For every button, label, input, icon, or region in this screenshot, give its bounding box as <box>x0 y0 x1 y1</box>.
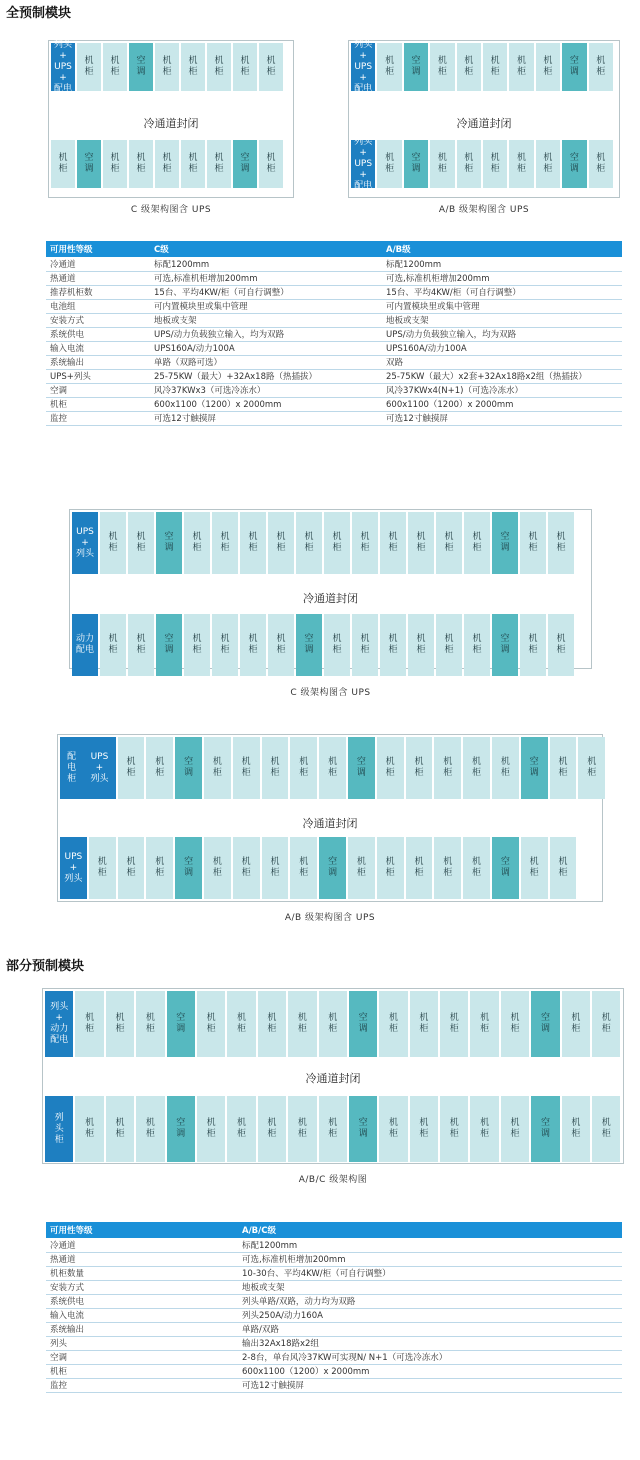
diagram-caption: C 级架构图含 UPS <box>130 205 212 215</box>
table-cell: 风冷37KWx3（可选冷冻水） <box>150 383 382 397</box>
rack-cell: 机 柜 <box>521 837 548 899</box>
ac-cell: 空 调 <box>349 991 377 1057</box>
rack-cell: 机 柜 <box>457 140 481 188</box>
table-row <box>46 369 622 383</box>
rack-cell: 机 柜 <box>520 512 546 574</box>
rack-cell: 机 柜 <box>548 614 574 676</box>
table-cell: 机柜 <box>46 397 150 411</box>
table-cell: 输入电流 <box>46 1308 238 1322</box>
ac-cell: 空 调 <box>562 140 586 188</box>
rack-cell: 机 柜 <box>204 737 231 799</box>
power-head-cell: UPS + 列头 <box>60 837 87 899</box>
table-cell: 15台、平均4KW/柜（可自行调整） <box>382 285 622 299</box>
rack-cell: 机 柜 <box>181 43 205 91</box>
ac-cell: 空 调 <box>492 837 519 899</box>
ac-cell: 空 调 <box>531 991 559 1057</box>
rack-cell: 机 柜 <box>100 512 126 574</box>
rack-cell: 机 柜 <box>520 614 546 676</box>
table-cell: 600x1100（1200）x 2000mm <box>382 397 622 411</box>
table-cell: 可选,标准机柜增加200mm <box>150 271 382 285</box>
table-cell: 安装方式 <box>46 1280 238 1294</box>
rack-cell: 机 柜 <box>233 837 260 899</box>
rack-cell: 机 柜 <box>155 140 179 188</box>
table-cell: 列头250A/动力160A <box>238 1308 622 1322</box>
rack-cell: 机 柜 <box>470 991 498 1057</box>
rack-cell: 机 柜 <box>258 1096 286 1162</box>
rack-cell: 机 柜 <box>352 512 378 574</box>
table-cell: UPS160A/动力100A <box>382 341 622 355</box>
table-cell: 15台、平均4KW/柜（可自行调整） <box>150 285 382 299</box>
power-head-cell: 列头 + UPS + 配电 <box>351 140 375 188</box>
spec-table-partial <box>46 1222 622 1393</box>
ups-head-label: UPS + 列头 <box>90 751 109 784</box>
table-cell: 系统供电 <box>46 1294 238 1308</box>
table-header <box>46 1222 622 1238</box>
table-cell: 输入电流 <box>46 341 150 355</box>
table-row <box>46 271 622 285</box>
cabinet-row-bot <box>351 136 613 191</box>
ac-cell: 空 调 <box>167 991 195 1057</box>
table-row <box>46 411 622 425</box>
rack-cell: 机 柜 <box>136 991 164 1057</box>
rack-cell: 机 柜 <box>296 512 322 574</box>
ac-cell: 空 调 <box>156 614 182 676</box>
table-row <box>46 383 622 397</box>
cabinet-row-top <box>60 737 605 799</box>
table-cell: 标配1200mm <box>382 257 622 271</box>
power-head-cell: 动力 配电 <box>72 614 98 676</box>
table-cell: 风冷37KWx4(N+1)（可选冷冻水） <box>382 383 622 397</box>
table-row <box>46 1322 622 1336</box>
rack-cell: 机 柜 <box>548 512 574 574</box>
table-cell: 安装方式 <box>46 313 150 327</box>
table-cell: UPS/动力负载独立输入，均为双路 <box>382 327 622 341</box>
cold-aisle-label: 冷通道封闭 <box>456 117 512 130</box>
table-cell: 列头单路/双路，动力均为双路 <box>238 1294 622 1308</box>
table-row <box>46 1308 622 1322</box>
rack-cell: 机 柜 <box>464 512 490 574</box>
table-cell: 冷通道 <box>46 1238 238 1252</box>
rack-cell: 机 柜 <box>463 837 490 899</box>
rack-cell: 机 柜 <box>589 140 613 188</box>
rack-cell: 机 柜 <box>440 991 468 1057</box>
rack-cell: 机 柜 <box>377 140 401 188</box>
ac-cell: 空 调 <box>167 1096 195 1162</box>
ac-cell: 空 调 <box>492 614 518 676</box>
rack-cell: 机 柜 <box>128 614 154 676</box>
cabinet-row-top <box>51 39 283 94</box>
cold-aisle-label: 冷通道封闭 <box>303 592 358 605</box>
rack-cell: 机 柜 <box>290 837 317 899</box>
rack-cell: 机 柜 <box>440 1096 468 1162</box>
rack-cell: 机 柜 <box>406 837 433 899</box>
power-dist-label: 配 电 柜 <box>67 751 77 784</box>
ac-cell: 空 调 <box>404 43 428 91</box>
table-row <box>46 397 622 411</box>
rack-cell: 机 柜 <box>233 43 257 91</box>
rack-cell: 机 柜 <box>240 512 266 574</box>
rack-cell: 机 柜 <box>352 614 378 676</box>
rack-cell: 机 柜 <box>457 43 481 91</box>
table-cell: 可选,标准机柜增加200mm <box>382 271 622 285</box>
rack-cell: 机 柜 <box>89 837 116 899</box>
rack-cell: 机 柜 <box>550 837 577 899</box>
rack-cell: 机 柜 <box>212 512 238 574</box>
table-row <box>46 257 622 271</box>
rack-cell: 机 柜 <box>103 140 127 188</box>
table-cell: 推荐机柜数 <box>46 285 150 299</box>
rack-cell: 机 柜 <box>262 737 289 799</box>
table-cell: 标配1200mm <box>150 257 382 271</box>
table-cell: 空调 <box>46 383 150 397</box>
diagram-caption: C 级架构图含 UPS <box>290 688 371 698</box>
cold-aisle-label: 冷通道封闭 <box>305 1072 361 1085</box>
table-header <box>46 241 622 257</box>
ac-cell: 空 调 <box>175 737 202 799</box>
rack-cell: 机 柜 <box>319 991 347 1057</box>
rack-cell: 机 柜 <box>463 737 490 799</box>
table-cell: 25-75KW（最大）+32Ax18路（热插拔） <box>150 369 382 383</box>
rack-cell: 机 柜 <box>227 991 255 1057</box>
table-cell: 25-75KW（最大）x2套+32Ax18路x2组（热插拔） <box>382 369 622 383</box>
rack-cell: 机 柜 <box>233 737 260 799</box>
table-cell: 空调 <box>46 1350 238 1364</box>
table-cell: 标配1200mm <box>238 1238 622 1252</box>
rack-cell: 机 柜 <box>380 614 406 676</box>
ac-cell: 空 调 <box>348 737 375 799</box>
rack-cell: 机 柜 <box>118 737 145 799</box>
table-row <box>46 341 622 355</box>
rack-cell: 机 柜 <box>212 614 238 676</box>
rack-cell: 机 柜 <box>436 512 462 574</box>
rack-cell: 机 柜 <box>106 1096 134 1162</box>
rack-cell: 机 柜 <box>410 1096 438 1162</box>
rack-cell: 机 柜 <box>100 614 126 676</box>
rack-cell: 机 柜 <box>77 43 101 91</box>
rack-cell: 机 柜 <box>410 991 438 1057</box>
table-cell: 系统输出 <box>46 355 150 369</box>
table-cell: 双路 <box>382 355 622 369</box>
ac-cell: 空 调 <box>349 1096 377 1162</box>
table-cell: 热通道 <box>46 271 150 285</box>
table-cell: 可选12寸触摸屏 <box>382 411 622 425</box>
table-cell: 地板或支架 <box>382 313 622 327</box>
rack-cell: 机 柜 <box>501 1096 529 1162</box>
table-cell: 10-30台、平均4KW/柜（可自行调整） <box>238 1266 622 1280</box>
rack-cell: 机 柜 <box>319 737 346 799</box>
rack-cell: 机 柜 <box>227 1096 255 1162</box>
ac-cell: 空 调 <box>296 614 322 676</box>
table-cell: 600x1100（1200）x 2000mm <box>238 1364 622 1378</box>
column-header: C级 <box>150 241 382 257</box>
rack-cell: 机 柜 <box>348 837 375 899</box>
table-cell: 列头 <box>46 1336 238 1350</box>
rack-cell: 机 柜 <box>406 737 433 799</box>
ac-cell: 空 调 <box>77 140 101 188</box>
table-row <box>46 1336 622 1350</box>
table-cell: UPS+列头 <box>46 369 150 383</box>
section-title-full: 全预制模块 <box>6 6 72 21</box>
rack-cell: 机 柜 <box>75 991 103 1057</box>
rack-cell: 机 柜 <box>75 1096 103 1162</box>
power-head-cell: 列 头 柜 <box>45 1096 73 1162</box>
rack-cell: 机 柜 <box>430 43 454 91</box>
table-row <box>46 1238 622 1252</box>
power-head-cell <box>60 737 116 799</box>
ac-cell: 空 调 <box>156 512 182 574</box>
ac-cell: 空 调 <box>562 43 586 91</box>
section-title-partial: 部分预制模块 <box>6 959 85 974</box>
rack-cell: 机 柜 <box>578 737 605 799</box>
rack-cell: 机 柜 <box>259 140 283 188</box>
column-header: 可用性等级 <box>46 1222 238 1238</box>
rack-cell: 机 柜 <box>146 737 173 799</box>
rack-cell: 机 柜 <box>470 1096 498 1162</box>
table-row <box>46 1350 622 1364</box>
table-cell: 机柜数量 <box>46 1266 238 1280</box>
column-header: A/B级 <box>382 241 622 257</box>
table-cell: 地板或支架 <box>238 1280 622 1294</box>
rack-cell: 机 柜 <box>207 43 231 91</box>
ac-cell: 空 调 <box>531 1096 559 1162</box>
table-cell: 冷通道 <box>46 257 150 271</box>
rack-cell: 机 柜 <box>380 512 406 574</box>
table-cell: UPS/动力负载独立输入，均为双路 <box>150 327 382 341</box>
rack-cell: 机 柜 <box>240 614 266 676</box>
table-cell: 可选12寸触摸屏 <box>238 1378 622 1392</box>
ac-cell: 空 调 <box>521 737 548 799</box>
rack-cell: 机 柜 <box>434 837 461 899</box>
power-head-cell: 列头 + UPS + 配电 <box>51 43 75 91</box>
table-cell: 可内置模块里或集中管理 <box>150 299 382 313</box>
rack-cell: 机 柜 <box>536 43 560 91</box>
cabinet-row-top <box>45 991 620 1057</box>
rack-cell: 机 柜 <box>181 140 205 188</box>
table-row <box>46 1294 622 1308</box>
ac-cell: 空 调 <box>492 512 518 574</box>
cold-aisle-label: 冷通道封闭 <box>143 117 199 130</box>
ac-cell: 空 调 <box>319 837 346 899</box>
rack-cell: 机 柜 <box>492 737 519 799</box>
rack-cell: 机 柜 <box>51 140 75 188</box>
rack-cell: 机 柜 <box>464 614 490 676</box>
rack-cell: 机 柜 <box>268 512 294 574</box>
diagram-caption: A/B 级架构图含 UPS <box>438 205 530 215</box>
column-header: 可用性等级 <box>46 241 150 257</box>
power-head-cell: 列头 + UPS + 配电 <box>351 43 375 91</box>
table-cell: 可内置模块里或集中管理 <box>382 299 622 313</box>
table-cell: 输出32Ax18路x2组 <box>238 1336 622 1350</box>
rack-cell: 机 柜 <box>204 837 231 899</box>
rack-cell: 机 柜 <box>324 614 350 676</box>
cabinet-row-bot <box>60 837 576 899</box>
rack-cell: 机 柜 <box>562 991 590 1057</box>
rack-cell: 机 柜 <box>550 737 577 799</box>
rack-cell: 机 柜 <box>436 614 462 676</box>
rack-cell: 机 柜 <box>377 837 404 899</box>
table-cell: 系统输出 <box>46 1322 238 1336</box>
rack-cell: 机 柜 <box>207 140 231 188</box>
table-cell: 监控 <box>46 411 150 425</box>
table-row <box>46 299 622 313</box>
rack-cell: 机 柜 <box>509 140 533 188</box>
ac-cell: 空 调 <box>404 140 428 188</box>
rack-cell: 机 柜 <box>262 837 289 899</box>
rack-cell: 机 柜 <box>128 512 154 574</box>
rack-cell: 机 柜 <box>509 43 533 91</box>
rack-cell: 机 柜 <box>106 991 134 1057</box>
table-cell: 机柜 <box>46 1364 238 1378</box>
rack-cell: 机 柜 <box>146 837 173 899</box>
cabinet-row-bot <box>72 614 574 676</box>
table-cell: 单路（双路可选） <box>150 355 382 369</box>
rack-cell: 机 柜 <box>259 43 283 91</box>
cabinet-row-bot <box>45 1096 620 1162</box>
rack-cell: 机 柜 <box>290 737 317 799</box>
rack-cell: 机 柜 <box>197 1096 225 1162</box>
ac-cell: 空 调 <box>233 140 257 188</box>
cold-aisle-label: 冷通道封闭 <box>302 817 358 830</box>
table-cell: 地板或支架 <box>150 313 382 327</box>
table-row <box>46 285 622 299</box>
rack-cell: 机 柜 <box>118 837 145 899</box>
rack-cell: 机 柜 <box>483 43 507 91</box>
rack-cell: 机 柜 <box>197 991 225 1057</box>
rack-cell: 机 柜 <box>155 43 179 91</box>
table-cell: 600x1100（1200）x 2000mm <box>150 397 382 411</box>
rack-cell: 机 柜 <box>592 991 620 1057</box>
rack-cell: 机 柜 <box>288 1096 316 1162</box>
rack-cell: 机 柜 <box>377 737 404 799</box>
table-cell: 可选12寸触摸屏 <box>150 411 382 425</box>
table-row <box>46 1378 622 1392</box>
table-cell: 热通道 <box>46 1252 238 1266</box>
diagram-caption: A/B 级架构图含 UPS <box>284 913 376 923</box>
column-header: A/B/C级 <box>238 1222 622 1238</box>
table-cell: 2-8台，单台风冷37KW可实现N/ N+1（可选冷冻水） <box>238 1350 622 1364</box>
power-head-cell: 列头 + 动力 配电 <box>45 991 73 1057</box>
rack-cell: 机 柜 <box>408 512 434 574</box>
rack-cell: 机 柜 <box>136 1096 164 1162</box>
rack-cell: 机 柜 <box>379 991 407 1057</box>
table-cell: UPS160A/动力100A <box>150 341 382 355</box>
rack-cell: 机 柜 <box>377 43 401 91</box>
table-row <box>46 313 622 327</box>
cabinet-row-bot <box>51 140 283 188</box>
rack-cell: 机 柜 <box>319 1096 347 1162</box>
rack-cell: 机 柜 <box>103 43 127 91</box>
table-cell: 单路/双路 <box>238 1322 622 1336</box>
rack-cell: 机 柜 <box>562 1096 590 1162</box>
rack-cell: 机 柜 <box>434 737 461 799</box>
rack-cell: 机 柜 <box>501 991 529 1057</box>
ac-cell: 空 调 <box>129 43 153 91</box>
rack-cell: 机 柜 <box>324 512 350 574</box>
spec-table-full <box>46 241 622 426</box>
rack-cell: 机 柜 <box>268 614 294 676</box>
rack-cell: 机 柜 <box>592 1096 620 1162</box>
table-cell: 可选,标准机柜增加200mm <box>238 1252 622 1266</box>
table-row <box>46 355 622 369</box>
table-row <box>46 1364 622 1378</box>
table-cell: 电池组 <box>46 299 150 313</box>
rack-cell: 机 柜 <box>536 140 560 188</box>
rack-cell: 机 柜 <box>408 614 434 676</box>
table-row <box>46 1266 622 1280</box>
table-row <box>46 1280 622 1294</box>
power-head-cell: UPS + 列头 <box>72 512 98 574</box>
rack-cell: 机 柜 <box>288 991 316 1057</box>
diagram-caption: A/B/C 级架构图 <box>298 1175 368 1185</box>
rack-cell: 机 柜 <box>184 512 210 574</box>
rack-cell: 机 柜 <box>129 140 153 188</box>
rack-cell: 机 柜 <box>258 991 286 1057</box>
rack-cell: 机 柜 <box>430 140 454 188</box>
table-cell: 监控 <box>46 1378 238 1392</box>
table-row <box>46 327 622 341</box>
rack-cell: 机 柜 <box>379 1096 407 1162</box>
cabinet-row-top <box>351 39 613 94</box>
cabinet-row-top <box>72 512 574 574</box>
rack-cell: 机 柜 <box>184 614 210 676</box>
ac-cell: 空 调 <box>175 837 202 899</box>
rack-cell: 机 柜 <box>483 140 507 188</box>
rack-cell: 机 柜 <box>589 43 613 91</box>
table-cell: 系统供电 <box>46 327 150 341</box>
table-row <box>46 1252 622 1266</box>
